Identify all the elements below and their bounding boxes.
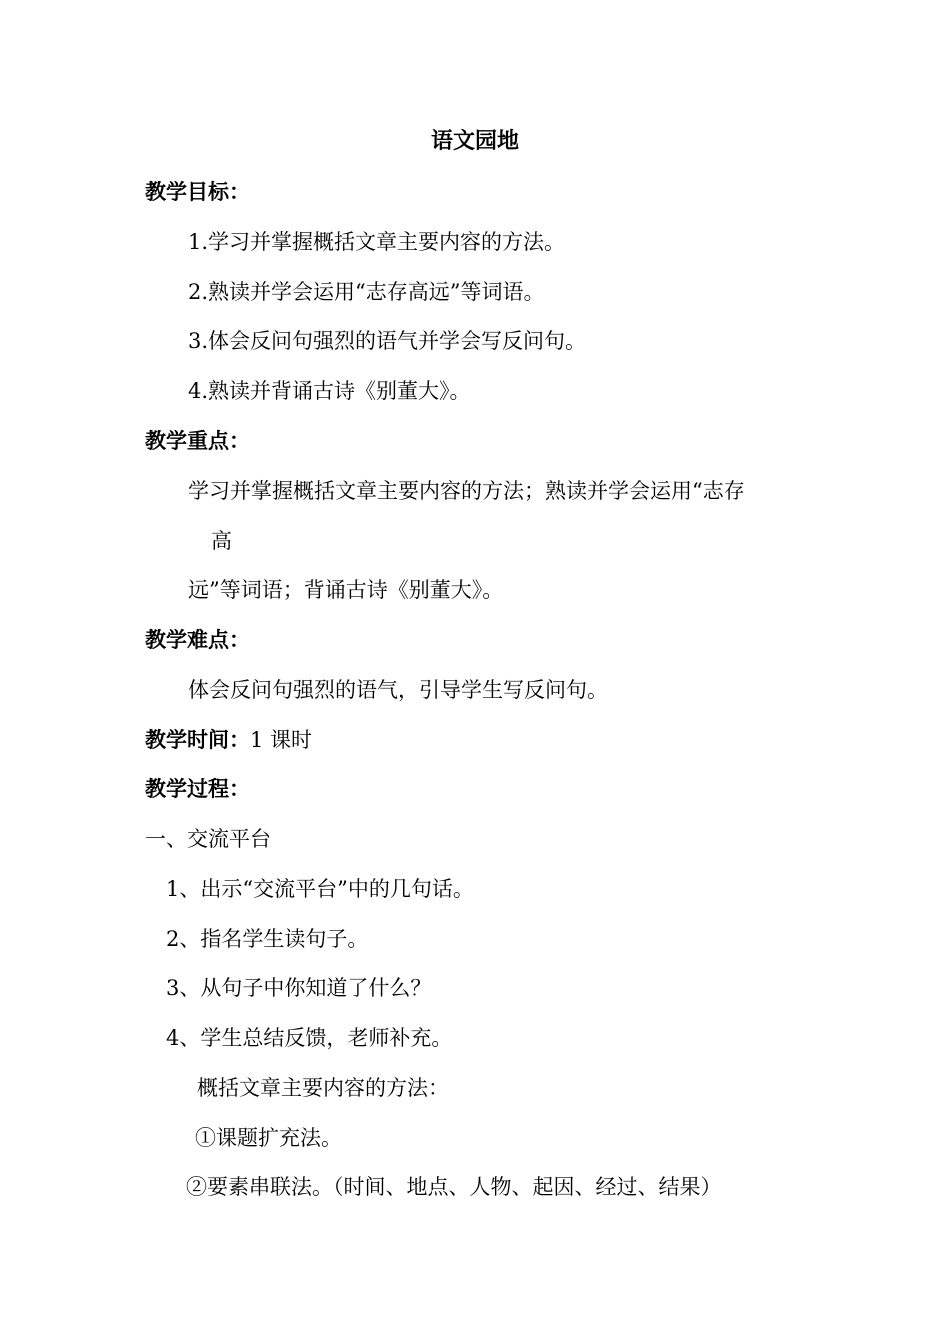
difficulties-heading: 教学难点：: [145, 628, 250, 652]
objective-item-1: 1.学习并掌握概括文章主要内容的方法。: [188, 230, 566, 254]
objective-item-2: 2.熟读并学会运用“志存高远”等词语。: [188, 280, 545, 304]
section-1-title: 一、交流平台: [145, 827, 271, 851]
step-4: 4、学生总结反馈，老师补充。: [166, 1026, 453, 1050]
time-row: [145, 726, 312, 754]
time-value: 1 课时: [250, 728, 313, 752]
key-points-line-3: 远”等词语；背诵古诗《别董大》。: [188, 578, 504, 602]
step-1: 1、出示“交流平台”中的几句话。: [166, 877, 474, 901]
process-heading: 教学过程：: [145, 777, 250, 801]
step-2: 2、指名学生读句子。: [166, 927, 369, 951]
objective-item-3: 3.体会反问句强烈的语气并学会写反问句。: [188, 329, 587, 353]
key-points-line-1: 学习并掌握概括文章主要内容的方法；熟读并学会运用“志存: [188, 479, 745, 503]
step-3: 3、从句子中你知道了什么？: [166, 976, 432, 1000]
time-heading: 教学时间：: [145, 728, 250, 752]
objective-item-4: 4.熟读并背诵古诗《别董大》。: [188, 379, 471, 403]
objectives-heading: 教学目标：: [145, 180, 250, 204]
method-2: ②要素串联法。（时间、地点、人物、起因、经过、结果）: [186, 1175, 722, 1199]
method-1: ①课题扩充法。: [195, 1126, 342, 1150]
methods-intro: 概括文章主要内容的方法：: [197, 1076, 449, 1100]
document-title: 语文园地: [430, 129, 519, 154]
key-points-heading: 教学重点：: [145, 429, 250, 453]
difficulties-text: 体会反问句强烈的语气，引导学生写反问句。: [188, 678, 608, 702]
key-points-line-2: 高: [211, 529, 232, 553]
